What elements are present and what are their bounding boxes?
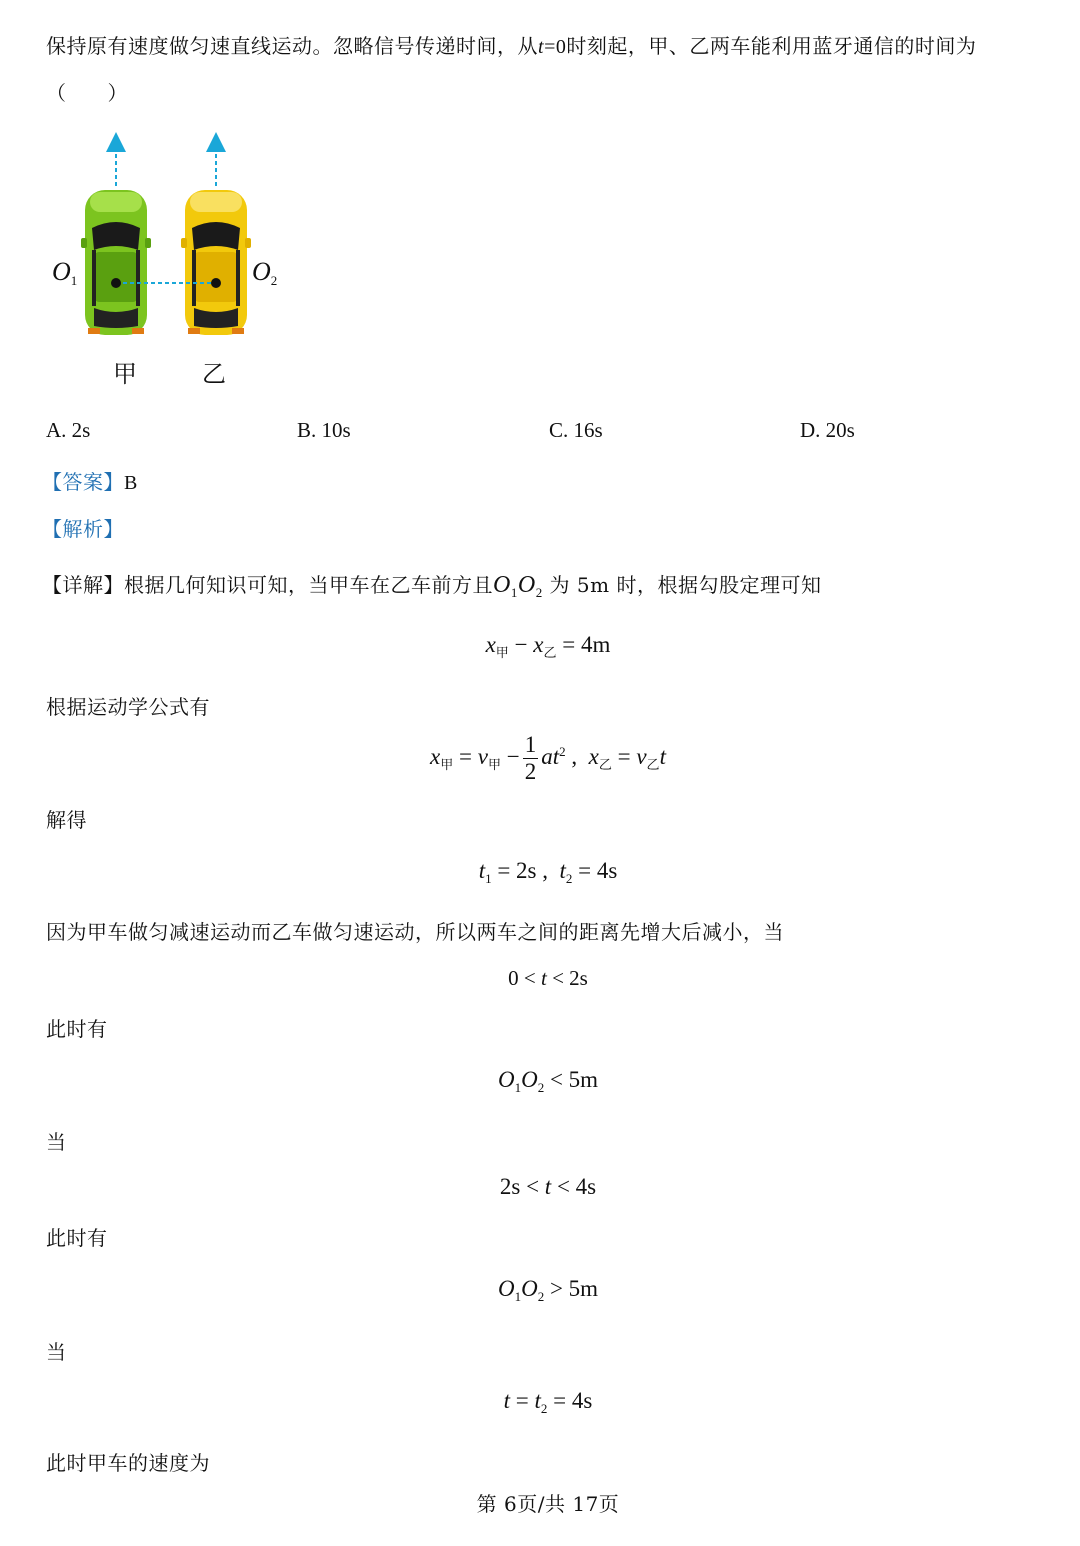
equation-kinematics: $x_甲 = v_甲$ − $\frac{1}{2}$ $at^2$ , $x_乙 = v_乙t$ xyxy=(430,732,666,784)
speed-text: 此时甲车的速度为 xyxy=(46,1451,210,1475)
car-left-label: 甲 xyxy=(113,360,137,388)
detail-tag: 【详解】 xyxy=(42,573,124,597)
detail-line: 【详解】根据几何知识可知，当甲车在乙车前方且$O_1O_2$ 为 5m 时，根据勾股定理可知 xyxy=(42,572,822,600)
page-footer: 第 6页/共 17页 xyxy=(476,1492,620,1516)
inequality-range-1: 0 < t < 2s xyxy=(508,966,588,990)
answer-tag: 【答案】 xyxy=(42,470,124,494)
kinematics-text: 根据运动学公式有 xyxy=(46,695,210,719)
when1-text: 当 xyxy=(46,1130,67,1154)
option-c: C. 16s xyxy=(549,418,603,442)
inequality-distance-greater: $O_1O_2 > 5m$ xyxy=(497,1276,599,1304)
car-right-label: 乙 xyxy=(202,360,226,388)
equation-solutions: $t_1 = 2s$ , $t_2 = 4s$ xyxy=(478,858,618,886)
label-o1: $O_1$ xyxy=(52,257,78,288)
car-left-icon xyxy=(81,190,151,335)
question-line: 保持原有速度做匀速直线运动。忽略信号传递时间，从t=0时刻起，甲、乙两车能利用蓝牙通信的时间为 xyxy=(46,34,977,58)
label-o2: $O_2$ xyxy=(252,257,278,288)
answer-value: B xyxy=(124,472,138,494)
equation-time-t2: $t = t_2 = 4s$ xyxy=(503,1388,593,1416)
answer-line xyxy=(42,466,138,495)
equation-displacement-difference: $x_甲 - x_乙 = 4m$ xyxy=(485,632,611,660)
inequality-distance-less: $O_1O_2 < 5m$ xyxy=(497,1067,599,1095)
answer-blank: （ ） xyxy=(46,81,128,105)
inequality-range-2: 2s < t < 4s xyxy=(499,1174,597,1199)
o2-point xyxy=(211,278,221,288)
when2-text: 当 xyxy=(46,1340,67,1364)
option-a: A. 2s xyxy=(46,418,91,442)
option-d: D. 20s xyxy=(800,418,855,442)
analysis-tag: 【解析】 xyxy=(42,517,124,541)
car-right-icon xyxy=(181,190,251,335)
o1-point xyxy=(111,278,121,288)
car-figure xyxy=(40,130,300,400)
then2-text: 此时有 xyxy=(46,1226,108,1250)
then1-text: 此时有 xyxy=(46,1017,108,1041)
option-b: B. 10s xyxy=(297,418,351,442)
solve-text: 解得 xyxy=(46,808,87,832)
because-text: 因为甲车做匀减速运动而乙车做匀速运动，所以两车之间的距离先增大后减小，当 xyxy=(46,920,784,944)
